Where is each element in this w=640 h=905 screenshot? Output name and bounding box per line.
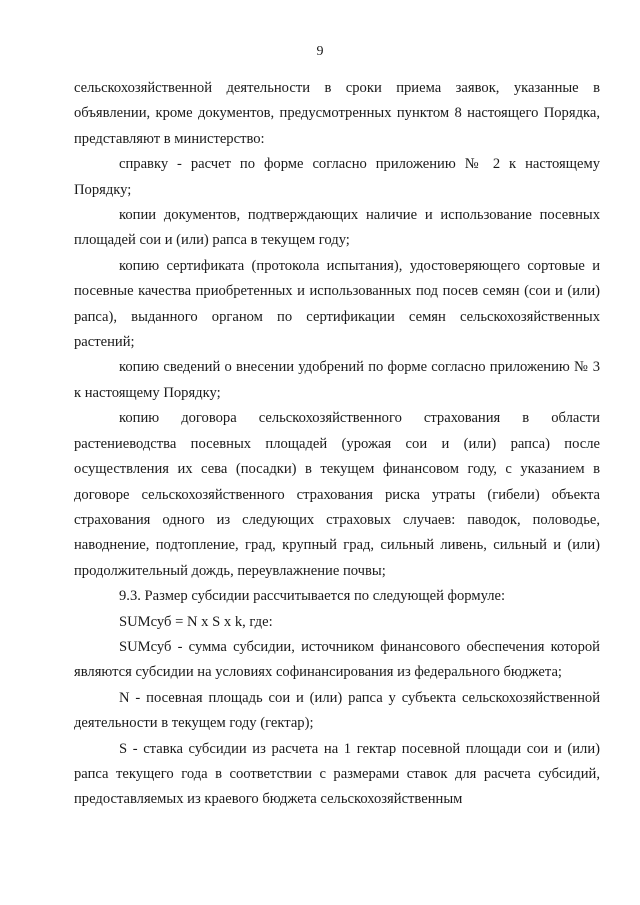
paragraph-subsidy-formula-intro: 9.3. Размер субсидии рассчитывается по следующей формуле:: [119, 588, 506, 605]
paragraph-sum-definition: SUMсуб - сумма субсидии, источником финансового обеспечения которой являются субсидии на условиях софинансирования из федерального бюджета;: [74, 638, 600, 681]
page-number: 9: [316, 44, 324, 59]
paragraph-s-definition: S - ставка субсидии из расчета на 1 гектар посевной площади сои и (или) рапса текущего года в соответствии с размерами ставок для расчета субсидий, предоставляемых из краевого бюджета сельскохозяйственным: [74, 740, 600, 808]
paragraph-seed-certificate: копию сертификата (протокола испытания), удостоверяющего сортовые и посевные качества приобретенных и использованных под посев семян (сои и (или) рапса), выданного органом по сертификации семян сельскохозяйственных растений;: [74, 257, 600, 351]
paragraph-n-definition: N - посевная площадь сои и (или) рапса у субъекта сельскохозяйственной деятельности в текущем году (гектар);: [74, 689, 600, 732]
paragraph-fertilizer-info: копию сведений о внесении удобрений по форме согласно приложению № 3 к настоящему Порядку;: [74, 359, 600, 401]
paragraph-continuation: сельскохозяйственной деятельности в сроки приема заявок, указанные в объявлении, кроме документов, предусмотренных пунктом 8 настоящего Порядка, представляют в министерство:: [74, 80, 600, 147]
paragraph-formula: SUMсуб = N x S x k, где:: [119, 613, 273, 630]
paragraph-calculation-certificate: справку - расчет по форме согласно приложению № 2 к настоящему Порядку;: [74, 156, 600, 198]
paragraph-area-documents: копии документов, подтверждающих наличие и использование посевных площадей сои и (или) рапса в текущем году;: [74, 207, 600, 249]
document-body: [74, 76, 600, 813]
paragraph-insurance-contract: копию договора сельскохозяйственного страхования в области растениеводства посевных площадей (урожая сои и (или) рапса) после осуществления их сева (посадки) в текущем финансовом году, с указанием в договоре сельскохозяйственного страхования риска утраты (гибели) объекта страхования одного из следующих страховых случаев: паводок, половодье, наводнение, подтопление, град, крупный град, сильный ливень, сильный и (или) продолжительный дождь, переувлажнение почвы;: [74, 410, 600, 579]
